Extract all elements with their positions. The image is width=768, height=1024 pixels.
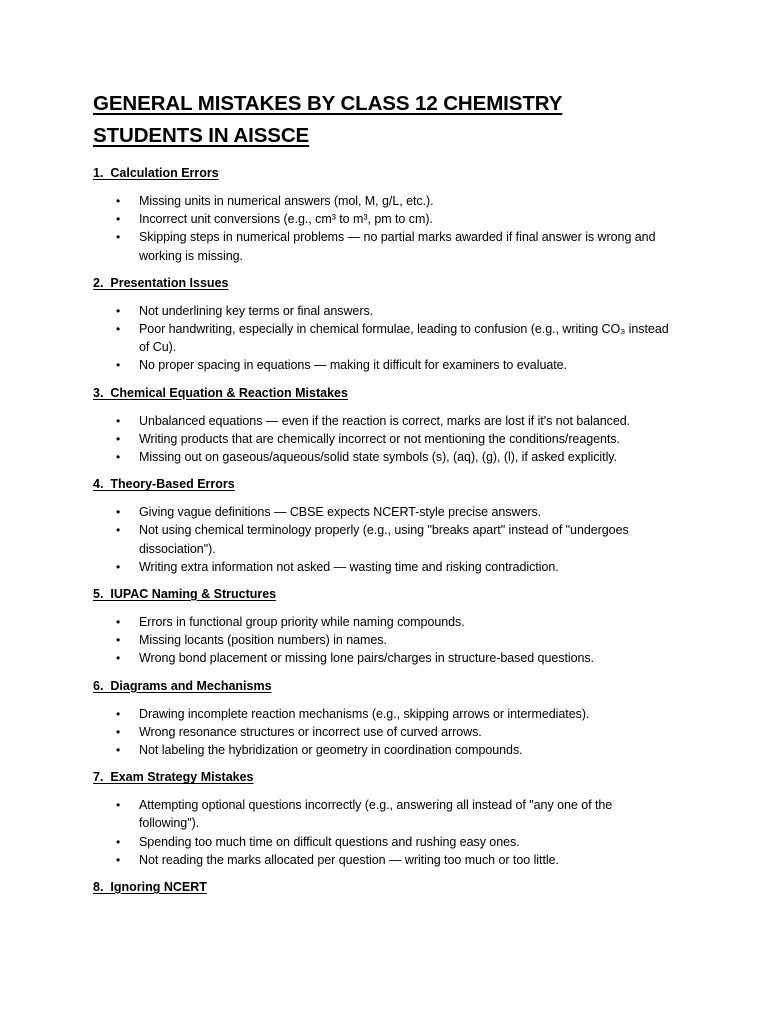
list-item-text: Missing locants (position numbers) in names. [139,633,387,648]
document-page [93,88,673,906]
list-item [93,302,673,320]
list-item-text: Incorrect unit conversions (e.g., cm³ to m³, pm to cm). [139,212,433,227]
title-line-1: GENERAL MISTAKES BY CLASS 12 CHEMISTRY [93,92,563,115]
title-line-2: STUDENTS IN AISSCE [93,124,310,147]
bullet-icon: • [116,212,121,227]
bullet-icon: • [116,450,121,465]
list-item-text: Skipping steps in numerical problems — no partial marks awarded if final answer is wrong and working is missing. [139,230,656,263]
section-heading-text: 1. Calculation Errors [93,166,219,180]
list-item-text: Missing out on gaseous/aqueous/solid state symbols (s), (aq), (g), (l), if asked explicitly. [139,450,618,465]
bullet-icon: • [116,322,121,337]
list-item [93,833,673,851]
section-1 [93,164,673,265]
list-item-text: No proper spacing in equations — making it difficult for examiners to evaluate. [139,358,567,373]
section-2 [93,274,673,375]
list-item [93,705,673,723]
bullet-list [93,192,673,265]
bullet-icon: • [116,559,121,574]
list-item [93,851,673,869]
section-heading-text: 6. Diagrams and Mechanisms [93,678,272,693]
bullet-icon: • [116,798,121,813]
section-7 [93,768,673,869]
section-heading [93,475,673,493]
section-heading-text: 2. Presentation Issues [93,275,229,290]
bullet-icon: • [116,523,121,538]
bullet-icon: • [116,743,121,758]
list-item [93,430,673,448]
section-5 [93,585,673,668]
section-heading-text: 4. Theory-Based Errors [93,477,235,492]
bullet-icon: • [116,633,121,648]
document-title [93,88,673,152]
list-item [93,503,673,521]
list-item [93,210,673,228]
bullet-list [93,503,673,576]
bullet-icon: • [116,834,121,849]
list-item-text: Not underlining key terms or final answers. [139,303,374,318]
list-item [93,356,673,374]
bullet-icon: • [116,431,121,446]
list-item [93,741,673,759]
section-6 [93,677,673,760]
section-heading [93,878,673,896]
bullet-list [93,302,673,375]
list-item [93,521,673,557]
list-item-text: Giving vague definitions — CBSE expects NCERT-style precise answers. [139,505,542,520]
section-heading-text: 8. Ignoring NCERT [93,880,207,895]
section-heading [93,274,673,292]
bullet-icon: • [116,724,121,739]
list-item-text: Missing units in numerical answers (mol, M, g/L, etc.). [139,194,434,208]
section-heading-text: 7. Exam Strategy Mistakes [93,770,254,785]
section-heading [93,768,673,786]
bullet-icon: • [116,852,121,867]
list-item [93,613,673,631]
list-item-text: Not using chemical terminology properly (e.g., using "breaks apart" instead of "undergoes dissociation"). [139,523,629,556]
bullet-icon: • [116,651,121,666]
list-item-text: Attempting optional questions incorrectly (e.g., answering all instead of "any one of the following"). [139,798,613,831]
section-heading [93,384,673,402]
bullet-icon: • [116,413,121,428]
list-item [93,412,673,430]
list-item [93,796,673,832]
bullet-list [93,412,673,467]
bullet-icon: • [116,706,121,721]
list-item [93,192,673,210]
list-item-text: Wrong resonance structures or incorrect use of curved arrows. [139,724,482,739]
bullet-icon: • [116,358,121,373]
list-item [93,228,673,264]
section-8 [93,878,673,896]
section-3 [93,384,673,467]
bullet-icon: • [116,230,121,245]
list-item [93,723,673,741]
section-4 [93,475,673,576]
section-heading-text: 5. IUPAC Naming & Structures [93,587,277,602]
list-item [93,448,673,466]
bullet-icon: • [116,194,121,208]
sections-container [93,164,673,896]
bullet-list [93,613,673,668]
list-item-text: Writing extra information not asked — wasting time and risking contradiction. [139,559,559,574]
list-item [93,558,673,576]
list-item-text: Not labeling the hybridization or geometry in coordination compounds. [139,743,523,758]
list-item [93,631,673,649]
section-heading [93,164,673,182]
bullet-icon: • [116,615,121,630]
list-item [93,320,673,356]
bullet-icon: • [116,505,121,520]
list-item-text: Writing products that are chemically incorrect or not mentioning the conditions/reagents. [139,431,620,446]
list-item-text: Drawing incomplete reaction mechanisms (e.g., skipping arrows or intermediates). [139,706,590,721]
list-item-text: Poor handwriting, especially in chemical formulae, leading to confusion (e.g., writing CO₃ instead of Cu). [139,322,669,355]
section-heading [93,677,673,695]
list-item-text: Errors in functional group priority while naming compounds. [139,615,465,630]
list-item-text: Unbalanced equations — even if the reaction is correct, marks are lost if it's not balanced. [139,413,631,428]
bullet-icon: • [116,303,121,318]
bullet-list [93,796,673,869]
list-item-text: Not reading the marks allocated per question — writing too much or too little. [139,852,559,867]
list-item [93,649,673,667]
list-item-text: Wrong bond placement or missing lone pairs/charges in structure-based questions. [139,651,595,666]
section-heading-text: 3. Chemical Equation & Reaction Mistakes [93,385,348,400]
list-item-text: Spending too much time on difficult questions and rushing easy ones. [139,834,520,849]
section-heading [93,585,673,603]
bullet-list [93,705,673,760]
